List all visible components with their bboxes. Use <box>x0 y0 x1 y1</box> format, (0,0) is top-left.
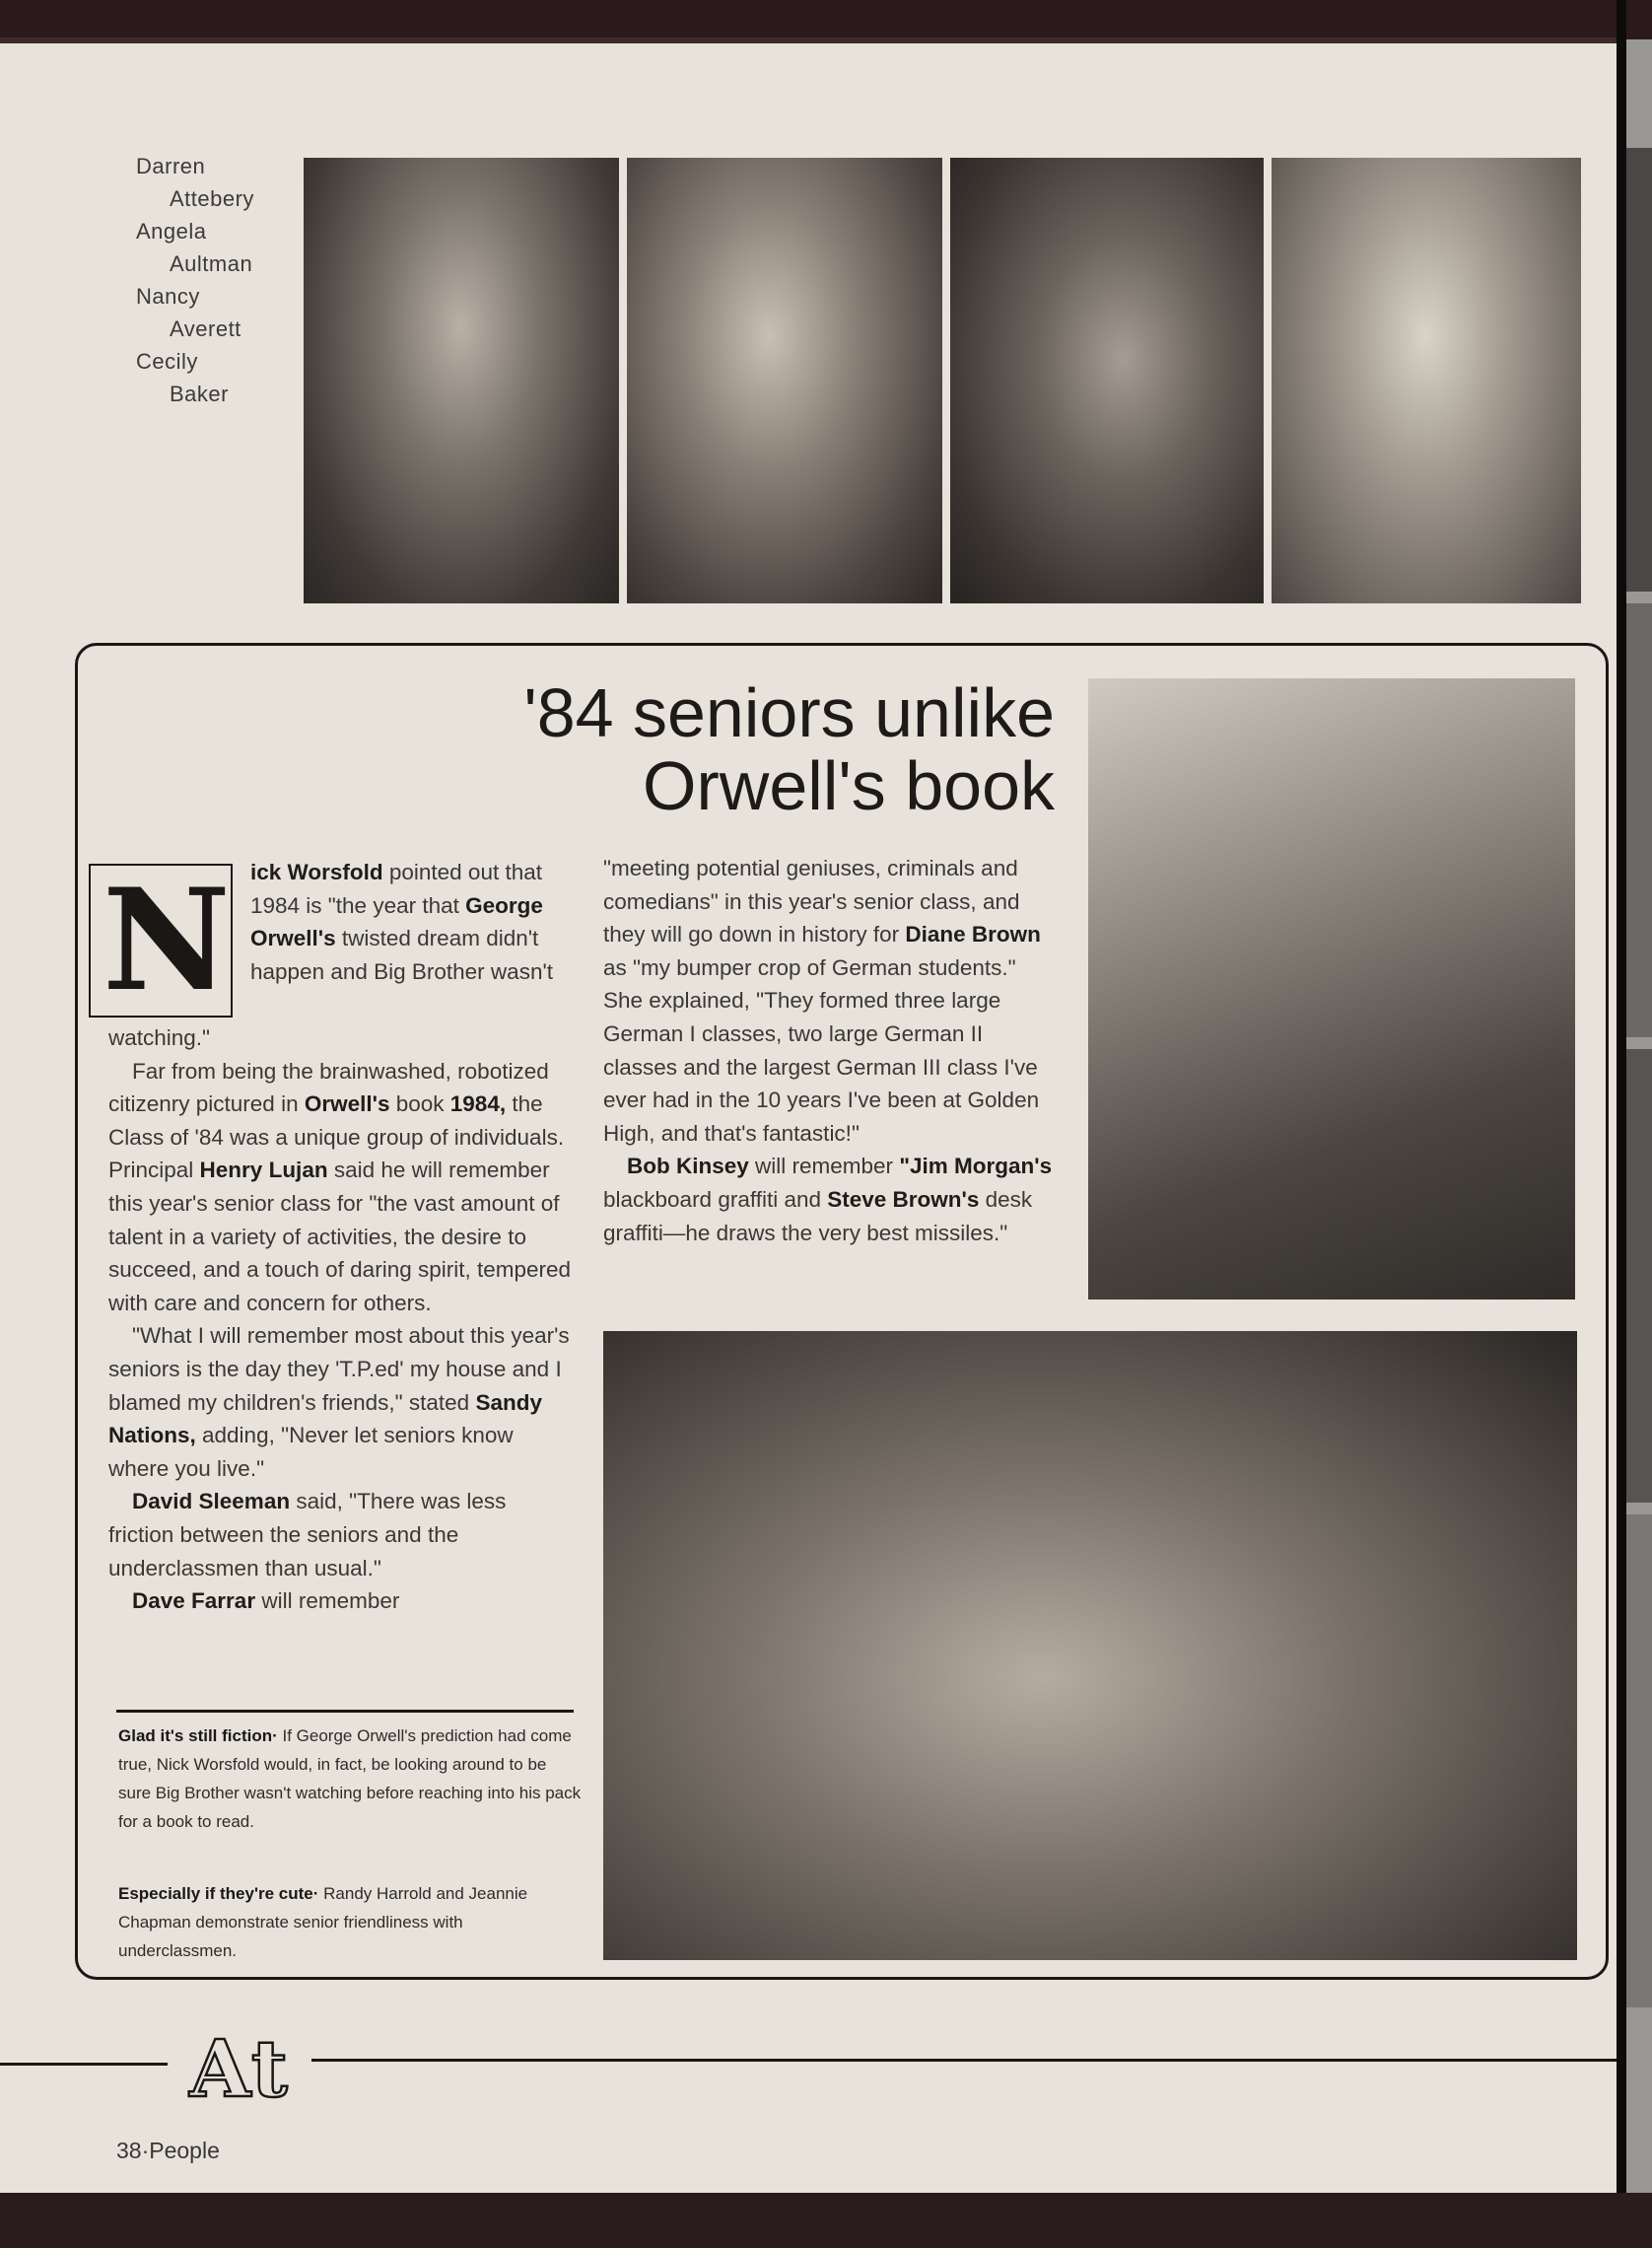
text-run: as "my bumper crop of German students." She explained, "They formed three large German I classes, two large German II classes and the largest German III class I've ever had in the 10 years I've been at Golden High, and that's fantastic!" <box>603 954 1040 1146</box>
facing-page-photo <box>1626 148 1652 592</box>
portrait-photo <box>627 158 942 603</box>
bold-name: David Sleeman <box>132 1489 291 1514</box>
text-run: adding, "Never let seniors know where you live." <box>108 1423 514 1481</box>
portrait-photo <box>1272 158 1581 603</box>
bold-name: Henry Lujan <box>199 1158 328 1183</box>
article-paragraph <box>108 1055 572 1320</box>
at-logo: At <box>189 2022 290 2115</box>
bold-name: "Jim Morgan's <box>899 1154 1053 1179</box>
caption-rule <box>116 1710 574 1713</box>
senior-name-list <box>136 150 304 410</box>
facing-page-photo <box>1626 603 1652 1037</box>
bold-name: Orwell's <box>304 1091 390 1117</box>
portrait-photo <box>950 158 1264 603</box>
text-run: book <box>389 1091 450 1117</box>
article-paragraph: watching." <box>108 1025 211 1050</box>
photo-caption <box>118 1721 582 1836</box>
text-run: said he will remember this year's senior class for "the vast amount of talent in a variety of activities, the desire to succeed, and a touch of daring spirit, tempered with care and concern for others. <box>108 1158 572 1315</box>
article-paragraph <box>603 852 1057 1150</box>
headline-line: '84 seniors unlike <box>523 674 1055 751</box>
text-run: blackboard graffiti and <box>603 1186 828 1212</box>
footer-rule <box>0 2063 168 2066</box>
bold-name: George Orwell's <box>250 892 543 951</box>
text-run: "meeting potential geniuses, criminals and comedians" in this year's senior class, and they will go down in history for <box>603 856 1020 948</box>
name-first: Nancy <box>136 284 200 309</box>
text-run: will remember <box>748 1154 900 1179</box>
name-first: Cecily <box>136 349 198 374</box>
article-paragraph <box>603 1150 1057 1249</box>
page-number: 38·People <box>116 2138 220 2163</box>
article-column-2 <box>603 852 1057 1249</box>
name-last: Attebery <box>170 186 254 211</box>
text-run: pointed out that 1984 is "the year that <box>250 860 542 918</box>
dropcap: N <box>103 859 231 1022</box>
text-run: Far from being the brainwashed, robotized citizenry pictured in <box>108 1058 549 1117</box>
text-run: said, "There was less friction between the seniors and the underclassmen than usual." <box>108 1489 507 1581</box>
text-run: the Class of '84 was a unique group of individuals. Principal <box>108 1091 565 1183</box>
bold-name: Diane Brown <box>905 922 1041 948</box>
article-lead <box>250 856 576 988</box>
bold-name: Sandy Nations, <box>108 1389 542 1448</box>
caption-title: Glad it's still fiction· <box>118 1726 278 1745</box>
headline-line: Orwell's book <box>643 747 1055 824</box>
text-run: "What I will remember most about this year's seniors is the day they 'T.P.ed' my house and I blamed my children's friends," stated <box>108 1323 570 1415</box>
facing-page-photo <box>1626 1049 1652 1503</box>
portrait-photo <box>304 158 619 603</box>
bold-name: 1984, <box>449 1091 507 1117</box>
page-gutter <box>1617 0 1626 2248</box>
name-last: Aultman <box>170 251 253 276</box>
text-run: twisted dream didn't happen and Big Brother wasn't <box>250 926 554 984</box>
bold-name: Dave Farrar <box>132 1588 256 1614</box>
footer-rule <box>311 2059 1617 2062</box>
name-last: Averett <box>170 316 241 341</box>
name-last: Baker <box>170 382 229 406</box>
bold-name: ick Worsfold <box>250 860 383 884</box>
caption-text: Randy Harrold and Jeannie Chapman demonstrate senior friendliness with underclassmen. <box>118 1884 528 1960</box>
bottom-edge <box>0 2193 1652 2248</box>
facing-page-photo <box>1626 1514 1652 2007</box>
bold-name: Steve Brown's <box>827 1186 980 1212</box>
article-paragraph <box>108 1485 572 1584</box>
photo-caption <box>118 1879 582 1965</box>
article-paragraph <box>108 1319 572 1485</box>
caption-title: Especially if they're cute· <box>118 1884 319 1903</box>
article-column-1 <box>108 1021 572 1618</box>
article-paragraph <box>108 1584 572 1618</box>
feature-photo <box>1088 678 1575 1300</box>
text-run: will remember <box>255 1588 400 1614</box>
name-first: Angela <box>136 219 207 244</box>
top-edge-line <box>0 37 1617 43</box>
caption-text: If George Orwell's prediction had come true, Nick Worsfold would, in fact, be looking around to be sure Big Brother wasn't watching before reaching into his pack for a book to read. <box>118 1726 582 1831</box>
text-run: desk graffiti—he draws the very best missiles." <box>603 1186 1033 1245</box>
bold-name: Bob Kinsey <box>627 1154 749 1179</box>
name-first: Darren <box>136 154 206 178</box>
page-title <box>424 676 1055 822</box>
feature-photo <box>603 1331 1577 1960</box>
